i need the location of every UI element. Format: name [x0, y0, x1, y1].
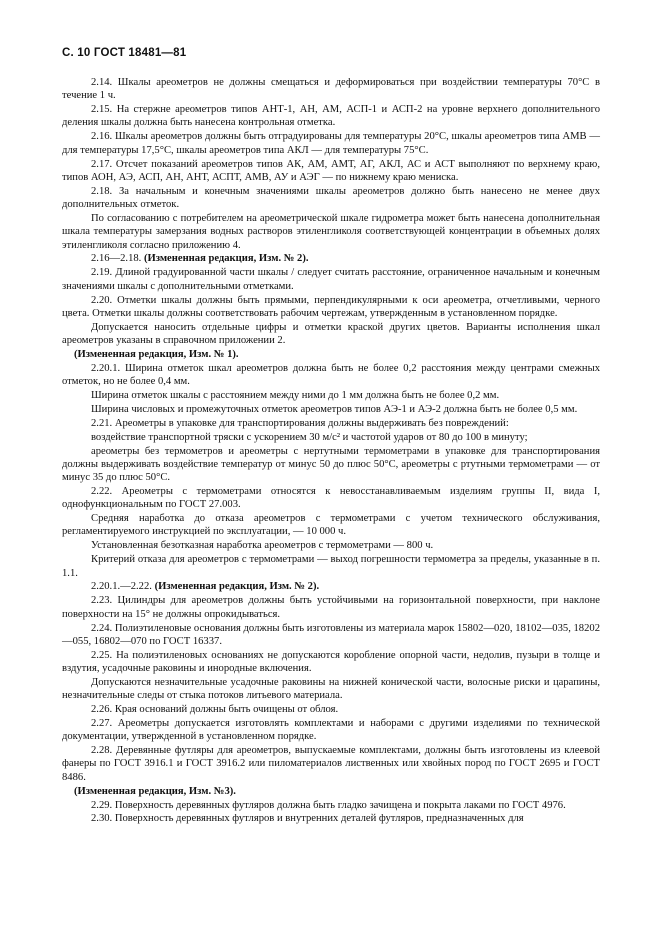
paragraph: Допускаются незначительные усадочные раковины на нижней конической части, волосные риски и царапины, незначительные следы от стыка потоков литьевого материала.: [62, 676, 600, 702]
paragraph: 2.27. Ареометры допускается изготовлять комплектами и наборами с другими изделиями по технической документации, утвержденной в установленном порядке.: [62, 717, 600, 743]
amendment-note: 2.16—2.18. (Измененная редакция, Изм. № 2).: [91, 253, 309, 265]
amendment-note: (Измененная редакция, Изм. №3).: [74, 785, 236, 797]
paragraph: Средняя наработка до отказа ареометров с термометрами с учетом технического обслуживания, регламентируемого инструкцией по эксплуатации, — 10 000 ч.: [62, 513, 600, 538]
paragraph: ареометры без термометров и ареометры с нертутными термометрами в упаковке для транспортирования должны выдерживать воздействие температур от минус 50 до плюс 50°С, ареометры с ртутными термометрами — от минус 35 до плюс 50°С.: [62, 445, 600, 484]
paragraph: По согласованию с потребителем на ареометрической шкале гидрометра может быть нанесена дополнительная шкала температуры замерзания водных растворов этиленгликоля соответствующей концентрации в объемных долях этиленгликоля согласно приложению 4.: [62, 212, 600, 251]
amendment-note: 2.20.1.—2.22. (Измененная редакция, Изм. № 2).: [91, 581, 320, 593]
paragraph: 2.26. Края оснований должны быть очищены от облоя.: [91, 704, 339, 716]
paragraph: 2.29. Поверхность деревянных футляров должна быть гладко зачищена и покрыта лаками по ГОСТ 4976.: [91, 799, 566, 811]
paragraph: 2.16. Шкалы ареометров должны быть отградуированы для температуры 20°С, шкалы ареометров типа АМВ — для температуры 17,5°С, шкалы ареометров типа АКЛ — для температуры 75°С.: [62, 131, 600, 156]
paragraph: 2.30. Поверхность деревянных футляров и внутренних деталей футляров, предназначенных для: [91, 813, 524, 825]
paragraph: 2.14. Шкалы ареометров не должны смещаться и деформироваться при воздействии температуры 70°С в течение 1 ч.: [62, 77, 600, 102]
paragraph: воздействие транспортной тряски с ускорением 30 м/с² и частотой ударов от 80 до 100 в минуту;: [91, 431, 528, 443]
page-header: С. 10 ГОСТ 18481—81: [62, 47, 187, 59]
paragraph: Допускается наносить отдельные цифры и отметки краской других цветов. Варианты исполнения шкал ареометров указаны в справочном приложении 2.: [62, 321, 600, 346]
paragraph: 2.19. Длиной градуированной части шкалы / следует считать расстояние, ограниченное начальным и конечным значениями шкалы с дополнительными отметками.: [62, 267, 600, 292]
paragraph: 2.21. Ареометры в упаковке для транспортирования должны выдерживать без повреждений:: [91, 417, 509, 429]
paragraph: 2.23. Цилиндры для ареометров должны быть устойчивыми на горизонтальной поверхности, при наклоне поверхности на 15° не должны опрокидываться.: [62, 595, 600, 620]
paragraph: 2.28. Деревянные футляры для ареометров, выпускаемые комплектами, должны быть изготовлены из клеевой фанеры по ГОСТ 3916.1 и ГОСТ 3916.2 или пиломатериалов лиственных или хвойных пород по ГОСТ 2695 и ГОСТ 8486.: [62, 745, 600, 783]
paragraph: 2.20. Отметки шкалы должны быть прямыми, перпендикулярными к оси ареометра, отчетливыми, черного цвета. Отметки шкалы должны соответствовать рабочим чертежам, утвержденным в установленном порядке.: [62, 294, 600, 319]
paragraph: Ширина отметок шкалы с расстоянием между ними до 1 мм должна быть не более 0,2 мм.: [91, 389, 500, 401]
paragraph: 2.25. На полиэтиленовых основаниях не допускаются коробление опорной части, недолив, пузыри в толще и вздутия, усадочные раковины и инородные включения.: [62, 649, 600, 675]
paragraph: 2.20.1. Ширина отметок шкал ареометров должна быть не более 0,2 расстояния между центрами смежных отметок, но не более 0,4 мм.: [62, 362, 600, 388]
paragraph: Установленная безотказная наработка ареометров с термометрами — 800 ч.: [91, 540, 434, 552]
paragraph: 2.18. За начальным и конечным значениями шкалы ареометров должно быть нанесено не менее двух дополнительных отметок.: [62, 185, 600, 211]
paragraph: Критерий отказа для ареометров с термометрами — выход погрешности термометра за пределы, указанные в п. 1.1.: [62, 554, 600, 579]
document-body: [62, 76, 600, 826]
paragraph: Ширина числовых и промежуточных отметок ареометров типов АЭ-1 и АЭ-2 должна быть не более 0,5 мм.: [91, 403, 578, 415]
paragraph: 2.15. На стержне ареометров типов АНТ-1, АН, AM, АСП-1 и АСП-2 на уровне верхнего дополнительного деления шкалы должна быть нанесена контрольная отметка.: [62, 104, 600, 129]
paragraph: 2.22. Ареометры с термометрами относятся к невосстанавливаемым изделиям группы II, вида I, однофункциональным по ГОСТ 27.003.: [62, 486, 600, 511]
amendment-note: (Измененная редакция, Изм. № 1).: [74, 348, 239, 360]
paragraph: 2.24. Полиэтиленовые основания должны быть изготовлены из материала марок 15802—020, 18102—035, 18202—055, 16802—070 по ГОСТ 16337.: [62, 622, 600, 647]
paragraph: 2.17. Отсчет показаний ареометров типов АК, AM, АМТ, АГ, АКЛ, АС и АСТ выполняют по верхнему краю, типов АОН, АЭ, АСП, АН, АНТ, АСПТ, АМВ, АУ и АЭГ — по нижнему краю мениска.: [62, 158, 600, 183]
